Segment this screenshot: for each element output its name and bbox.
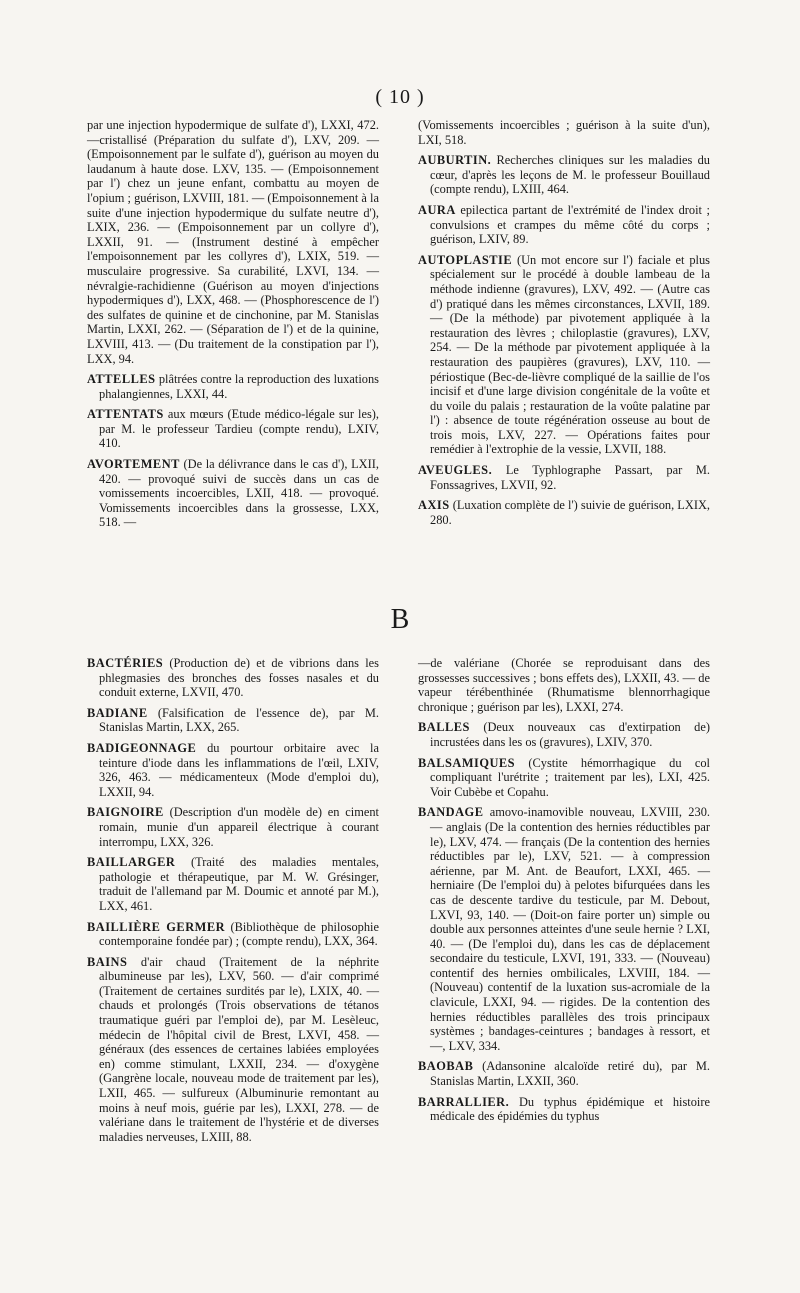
entry-text: aux mœurs (Etude médico-légale sur les), par M. le professeur Tardieu (compte rendu), LXIV, 410.	[99, 407, 379, 451]
entry-text: epilectica partant de l'extrémité de l'index droit ; convulsions et crampes du même côté du corps ; guérison, LXIV, 89.	[430, 202, 710, 247]
entry-text: (Un mot encore sur l') faciale et plus spécialement sur le procédé à double lambeau de la méthode indienne (gravures), LXV, 492. — (Autre cas d') pratiqué dans les mêmes circonstances, LXVII, 189. — (De la méthode) par pivotement appliquée à la restauration des lèvres ; chiloplastie (gravures), LXV, 254. — De la méthode par pivotement appliquée à la restauration des paupières (gravures), LXV, 110. — périostique (Bec-de-lièvre compliqué de la saillie de l'os incisif et d'une large division congénitale de la voûte et du voile du palais ; restauration de la voûte palatine par l') : absence de toute régénération osseuse au bout de trois mois, LXV, 227. — Opérations faites pour remédier à l'extrophie de la vessie, LXVII, 188.	[430, 252, 711, 457]
entry-headword: BANDAGE	[418, 805, 484, 820]
entry-headword: BARRALLIER.	[418, 1094, 510, 1109]
entry-text: Le Typhlographe Passart, par M. Fonssagrives, LXVII, 92.	[430, 463, 710, 492]
entry-text: (Bibliothèque de philosophie contemporaine fondée par) ; (compte rendu), LXX, 364.	[99, 919, 379, 949]
entry-text: (Description d'un modèle de) en ciment romain, munie d'un appareil électrique à courant interrompu, LXX, 326.	[99, 805, 379, 849]
entry-text: par une injection hypodermique de sulfate d'), LXXI, 472. —cristallisé (Préparation du sulfate d'), LXV, 209. — (Empoisonnement par le sulfate d'), guérison au moyen du laudanum à haute dose. LXV, 135. — (Empoisonnement par l') chez un jeune enfant, combattu au moyen de l'opium ; guérison, LXVIII, 181. — (Empoisonnement à la suite d'une injection hypodermique du sulfate neutre d'), LXIX, 236. — (Empoisonnement par un collyre d'), LXXII, 91. — (Instrument destiné à empêcher l'empoisonnement par les collyres d'), LXIX, 519. — musculaire progressive. Sa curabilité, LXVI, 134. — névralgie-rachidienne (Guérison au moyen d'injections hypodermiques d'), LXX, 468. — (Phosphorescence de l') des sulfates de quinine et de cinchonine, par M. Stanislas Martin, LXXI, 262. — (Séparation de l') et de la quinine, LXVIII, 413. — (Du traitement de la constipation par l'), LXX, 94.	[87, 118, 379, 366]
bottom-right-column	[418, 656, 710, 1130]
entry-text: (Cystite hémorrhagique du col compliquant l'urétrite ; traitement par les), LXI, 425. Voir Cubèbe et Copahu.	[430, 755, 710, 799]
entry-text: plâtrées contre la reproduction des luxations phalangiennes, LXXI, 44.	[99, 372, 380, 401]
entry-headword: ATTELLES	[87, 372, 156, 387]
entry-headword: AUBURTIN.	[418, 153, 492, 168]
index-entry	[87, 118, 379, 366]
entry-text: Du typhus épidémique et histoire médicale des épidémies du typhus	[430, 1094, 710, 1124]
index-entry	[87, 372, 379, 401]
entry-headword: AURA	[418, 202, 456, 217]
entry-headword: BAIGNOIRE	[87, 805, 164, 820]
index-entry	[418, 1095, 710, 1124]
entry-text: (Vomissements incoercibles ; guérison à la suite d'un), LXI, 518.	[418, 118, 710, 147]
index-entry	[87, 706, 379, 735]
entry-text: (Falsification de l'essence de), par M. Stanislas Martin, LXX, 265.	[99, 705, 379, 735]
index-entry	[87, 920, 379, 949]
index-entry	[87, 741, 379, 799]
index-entry	[418, 756, 710, 800]
entry-text: (De la délivrance dans le cas d'), LXII, 420. — provoqué suivi de succès dans un cas de vomissements incoercibles, LXII, 418. — provoqué. Vomissements incoercibles dans la grossesse, LXX, 518. —	[99, 457, 379, 530]
entry-headword: BADIGEONNAGE	[87, 740, 197, 755]
section-letter: B	[390, 604, 410, 635]
top-left-column	[87, 118, 379, 536]
entry-headword: AUTOPLASTIE	[418, 252, 513, 267]
entry-headword: AVORTEMENT	[87, 457, 180, 472]
entry-text: (Deux nouveaux cas d'extirpation de) incrustées dans les os (gravures), LXIV, 370.	[430, 720, 710, 749]
entry-text: Recherches cliniques sur les maladies du cœur, d'après les leçons de M. le professeur Bouillaud (compte rendu), LXIII, 464.	[430, 153, 710, 197]
entry-text: (Traité des maladies mentales, pathologie et thérapeutique, par M. W. Grésinger, traduit de l'allemand par M. Doumic et annoté par M.), LXX, 461.	[99, 855, 379, 913]
page-number: ( 10 )	[375, 86, 425, 108]
index-entry	[418, 656, 710, 714]
index-entry	[418, 253, 710, 457]
index-entry	[87, 805, 379, 849]
entry-headword: BALLES	[418, 720, 470, 735]
entry-headword: BADIANE	[87, 705, 148, 720]
entry-text: (Adansonine alcaloïde retiré du), par M. Stanislas Martin, LXXII, 360.	[430, 1059, 710, 1089]
entry-text: du pourtour orbitaire avec la teinture d'iode dans les inflammations de l'œil, LXIV, 326, 463. — médicamenteux (Mode d'emploi du), LXXII, 94.	[99, 740, 379, 799]
entry-headword: AXIS	[418, 498, 450, 513]
top-right-column	[418, 118, 710, 533]
bottom-left-column	[87, 656, 379, 1150]
index-entry	[418, 720, 710, 749]
entry-headword: BAINS	[87, 954, 128, 969]
index-entry	[87, 855, 379, 913]
entry-text: d'air chaud (Traitement de la néphrite albumineuse par les), LXV, 560. — d'air comprimé (Traitement de certaines surdités par le), LXIX, 40. — chauds et prolongés (Trois observations de tétanos traumatique guéri par l'emploi de), par M. Lesèleuc, médecin de l'hôpital civil de Brest, LXVI, 458. — généraux (des essences de certaines labiées employées en) comme stimulant, LXXII, 234. — d'oxygène (Gangrène locale, nouveau mode de traitement par les), LXII, 465. — sulfureux (Albuminurie remontant au moins à neuf mois, guérie par les), LXXI, 278. — de valériane dans le traitement de l'hystérie et de diverses maladies nerveuses, LXIII, 88.	[99, 954, 379, 1144]
index-entry	[418, 498, 710, 527]
entry-text: (Luxation complète de l') suivie de guérison, LXIX, 280.	[430, 498, 710, 527]
index-entry	[87, 955, 379, 1145]
entry-headword: ATTENTATS	[87, 407, 164, 422]
index-entry	[87, 656, 379, 700]
entry-text: (Production de) et de vibrions dans les phlegmasies des bronches des fosses nasales et du conduit externe, LXVII, 470.	[99, 656, 379, 700]
entry-headword: BAILLIÈRE GERMER	[87, 919, 226, 934]
index-entry	[418, 153, 710, 197]
index-entry	[418, 805, 710, 1053]
index-entry	[87, 407, 379, 451]
entry-headword: BAILLARGER	[87, 855, 176, 870]
entry-text: amovo-inamovible nouveau, LXVIII, 230. — anglais (De la contention des hernies réductibles par le), LXV, 474. — français (De la contention des hernies réductibles par le), LXV, 521. — à compression aérienne, par M. Ant. de Beaufort, LXXI, 465. — herniaire (De l'emploi du) à pelotes bifurquées dans les cas de descente tardive du testicule, par M. Debout, LXVI, 93, 140. — (Doit-on faire porter un) simple ou double aux personnes atteintes d'une seule hernie ? LXI, 40. — (De l'emploi du), dans les cas de déplacement secondaire du testicule, LXVI, 191, 333. — (Nouveau) contentif des hernies ombilicales, LXVIII, 184. — (Nouveau) contentif de la luxation sus-acromiale de la clavicule, LXXI, 94. — rigides. De la contention des hernies réductibles parallèles des trois principaux systèmes ; bandages-ceintures ; bandages à ressort, et —, LXV, 334.	[430, 805, 710, 1053]
entry-headword: BALSAMIQUES	[418, 755, 516, 770]
index-entry	[418, 463, 710, 492]
entry-text: —de valériane (Chorée se reproduisant dans des grossesses successives ; bons effets des), LXXII, 43. — de vapeur térébenthinée (Rhumatisme blennorrhagique chronique ; guérison par les), LXXI, 274.	[418, 656, 710, 714]
entry-headword: BACTÉRIES	[87, 656, 164, 670]
entry-headword: BAOBAB	[418, 1059, 474, 1074]
index-entry	[418, 203, 710, 247]
index-entry	[418, 118, 710, 147]
index-entry	[418, 1059, 710, 1088]
entry-headword: AVEUGLES.	[418, 463, 493, 478]
index-entry	[87, 457, 379, 530]
